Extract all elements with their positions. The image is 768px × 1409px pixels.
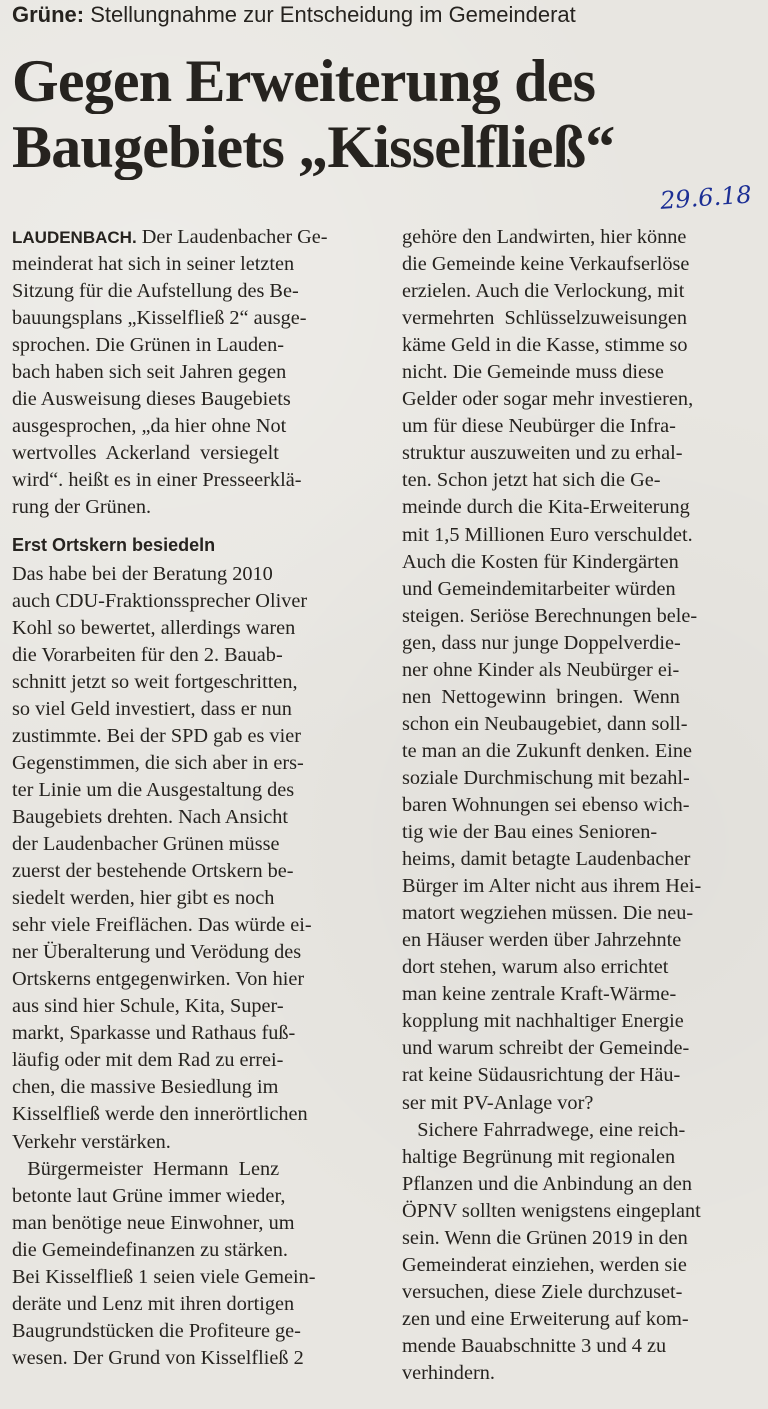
article-line: die Gemeindefinanzen zu stärken. [12,1238,288,1261]
article-line: rat keine Südausrichtung der Häu- [402,1064,681,1087]
article-line: Sitzung für die Aufstellung des Be- [12,280,299,303]
article-line: Pflanzen und die Anbindung an den [402,1172,693,1195]
article-line: die Gemeinde keine Verkaufserlöse [402,253,690,276]
article-line: und Gemeindemitarbeiter würden [402,577,676,600]
paragraph-5 [402,1117,755,1387]
article-line: zustimmte. Bei der SPD gab es vier [12,724,301,747]
article-line: struktur auszuweiten und zu erhal- [402,442,683,465]
article-line: auch CDU-Fraktionssprecher Oliver [12,589,308,612]
article-line: Gemeinderat einziehen, werden sie [402,1253,687,1276]
article-line: ner ohne Kinder als Neubürger ei- [402,658,680,681]
article-line: Verkehr verstärken. [12,1130,171,1153]
kicker-label: Grüne: [12,2,85,27]
article-line: kopplung mit nachhaltiger Energie [402,1010,684,1033]
article-line: haltige Begrünung mit regionalen [402,1145,676,1168]
article-line: chen, die massive Besiedlung im [12,1076,279,1099]
article-line: Ortskerns entgegenwirken. Von hier [12,968,305,991]
article-line: schon ein Neubaugebiet, dann soll- [402,712,688,735]
article-line: ner Überalterung und Verödung des [12,941,302,964]
article-line: soziale Durchmischung mit bezahl- [402,766,690,789]
article-line: um für diese Neubürger die Infra- [402,415,676,438]
article-line: rung der Grünen. [12,496,152,519]
article-line: sehr viele Freiflächen. Das würde ei- [12,914,312,937]
article-line: Bürgermeister Hermann Lenz [12,1157,280,1180]
article-line: matort wegziehen müssen. Die neu- [402,902,694,925]
paragraph-1 [12,224,365,522]
article-line: en Häuser werden über Jahrzehnte [402,929,682,952]
article-line: nen Nettogewinn bringen. Wenn [402,685,680,708]
article-line: nicht. Die Gemeinde muss diese [402,361,664,384]
article-line: wertvolles Ackerland versiegelt [12,442,279,465]
article-line: gehöre den Landwirten, hier könne [402,226,687,248]
article-line: man keine zentrale Kraft-Wärme- [402,983,677,1006]
article-line: meinde durch die Kita-Erweiterung [402,496,690,519]
article-line: Baugebiets drehten. Nach Ansicht [12,805,288,828]
article-line: und warum schreibt der Gemeinde- [402,1037,690,1060]
article-line: heims, damit betagte Laudenbacher [402,848,691,871]
article-line: man benötige neue Einwohner, um [12,1211,295,1234]
paragraph-4 [402,224,755,1117]
article-line [12,224,365,251]
article-line: die Vorarbeiten für den 2. Bauab- [12,643,283,666]
article-line-text: Der Laudenbacher Ge- [136,226,328,248]
article-line: zen und eine Erweiterung auf kom- [402,1307,689,1330]
article-line: so viel Geld investiert, dass er nun [12,697,292,720]
paragraph-3 [12,1156,365,1372]
headline-line-1: Gegen Erweiterung des [12,48,596,114]
article-line: wesen. Der Grund von Kisselfließ 2 [12,1346,304,1369]
article-line: ter Linie um die Ausgestaltung des [12,778,295,801]
handwritten-date: 29.6.18 [659,180,753,215]
article-line: Bei Kisselfließ 1 seien viele Gemein- [12,1265,316,1288]
article-line: baren Wohnungen sei ebenso wich- [402,793,690,816]
article-line: mit 1,5 Millionen Euro verschuldet. [402,523,693,546]
article-line: dort stehen, warum also errichtet [402,956,669,979]
article-line: schnitt jetzt so weit fortgeschritten, [12,670,298,693]
article-line: käme Geld in die Kasse, stimme so [402,334,688,357]
headline [12,48,756,180]
article-line: mende Bauabschnitte 3 und 4 zu [402,1334,667,1357]
article-line: te man an die Zukunft denken. Eine [402,739,693,762]
article-line: gen, dass nur junge Doppelverdie- [402,631,681,654]
article-line: die Ausweisung dieses Baugebiets [12,388,291,411]
article-line: meinderat hat sich in seiner letzten [12,253,295,276]
article-line: erzielen. Auch die Verlockung, mit [402,280,685,303]
article-line: bach haben sich seit Jahren gegen [12,361,287,384]
article-line: ÖPNV sollten wenigstens eingeplant [402,1199,701,1222]
headline-line-2: Baugebiets „Kisselfließ“ [12,114,615,180]
article-line: betonte laut Grüne immer wieder, [12,1184,286,1207]
article-line: vermehrten Schlüsselzuweisungen [402,307,687,330]
article-line: ten. Schon jetzt hat sich die Ge- [402,469,661,492]
dateline: LAUDENBACH. [12,228,137,247]
article-line: Das habe bei der Beratung 2010 [12,562,273,585]
article-line: Gelder oder sogar mehr investieren, [402,388,694,411]
article-line: läufig oder mit dem Rad zu errei- [12,1049,284,1072]
article-line: verhindern. [402,1361,495,1384]
article-line: tig wie der Bau eines Senioren- [402,821,658,844]
article-line: Kohl so bewertet, allerdings waren [12,616,296,639]
article-line: ser mit PV-Anlage vor? [402,1091,594,1114]
article-line: wird“. heißt es in einer Presseerklä- [12,469,302,492]
article-line: sprochen. Die Grünen in Lauden- [12,334,285,357]
article-line: ausgesprochen, „da hier ohne Not [12,415,287,438]
article-line: steigen. Seriöse Berechnungen bele- [402,604,698,627]
article-line: Gegenstimmen, die sich aber in ers- [12,751,304,774]
article-line: markt, Sparkasse und Rathaus fuß- [12,1022,296,1045]
subheading: Erst Ortskern besiedeln [12,534,216,555]
article-column-left [12,224,365,1372]
article-line: Kisselfließ werde den innerörtlichen [12,1103,308,1126]
paragraph-2 [12,561,365,1156]
kicker [12,0,756,30]
article-line: Baugrundstücken die Profiteure ge- [12,1319,301,1342]
kicker-text: Stellungnahme zur Entscheidung im Gemeinderat [90,2,576,27]
article-line: bauungsplans „Kisselfließ 2“ ausge- [12,307,307,330]
article-line: aus sind hier Schule, Kita, Super- [12,995,284,1018]
article-line: siedelt werden, hier gibt es noch [12,887,275,910]
article-line: Auch die Kosten für Kindergärten [402,550,679,573]
article-column-right [402,224,755,1387]
article-line: der Laudenbacher Grünen müsse [12,832,280,855]
article-line: zuerst der bestehende Ortskern be- [12,860,294,883]
article-line: deräte und Lenz mit ihren dortigen [12,1292,295,1315]
article-line: Bürger im Alter nicht aus ihrem Hei- [402,875,702,898]
article-line: Sichere Fahrradwege, eine reich- [402,1118,686,1141]
article-line: versuchen, diese Ziele durchzuset- [402,1280,683,1303]
article-line: sein. Wenn die Grünen 2019 in den [402,1226,688,1249]
